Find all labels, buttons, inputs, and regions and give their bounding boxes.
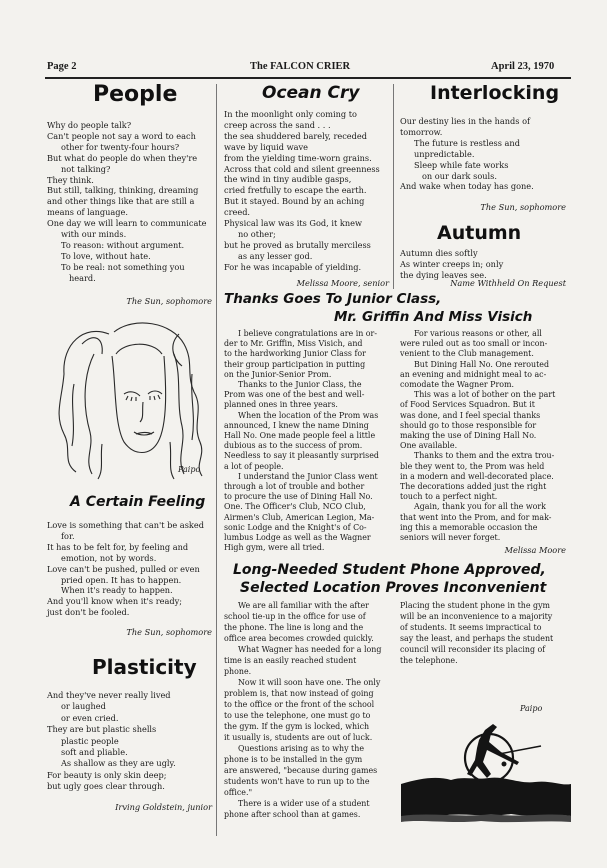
masthead-rule — [45, 77, 571, 79]
phone-headline-line2: Selected Location Proves Inconvenient — [240, 580, 547, 596]
certain-feeling-poem: Love is something that can't be asked for. It has to be felt for, by feeling and emotion, not by words. Love can't be pushed, pulled or even pried open. It has to happen. When it's ready to happen. And you'll know when it's ready; just don't be fooled. — [47, 520, 204, 618]
plasticity-title: Plasticity — [92, 655, 197, 679]
interlocking-title: Interlocking — [430, 82, 560, 104]
autumn-poem: Autumn dies softly As winter creeps in; only the dying leaves see. — [400, 248, 504, 280]
phone-column-2: Placing the student phone in the gym will be an inconvenience to a majority of students. It seems impractical to say the least, and perhaps the student council will reconsider its placing of the telephone. — [400, 601, 554, 665]
ocean-cry-signature: Melissa Moore, senior — [296, 278, 389, 288]
sketch-artist-signature: Paipo — [178, 465, 201, 474]
thanks-headline-line1: Thanks Goes To Junior Class, — [224, 291, 442, 307]
column-rule-left — [216, 84, 217, 836]
page-number: Page 2 — [47, 61, 77, 72]
people-title: People — [93, 82, 178, 107]
phone-column-1: We are all familiar with the after school tie-up in the office for use of the phone. The line is long and the office area becomes crowded quickly. What Wagner has needed for a long time is an easily reached student phone. Now it will soon have one. The only problem is, that now instead of going to the office or the front of the school to use the telephone, one must go to the gym. If the gym is locked, which it usually is, students are out of luck. Questions arising as to why the phone is to be installed in the gym are answered, "because during games students won't have to run up to the office." There is a wider use of a student phone after school than at games. — [224, 601, 382, 819]
ocean-cry-poem: In the moonlight only coming to creep across the sand . . . the sea shuddered barely, receded wave by liquid wave from the yielding time-worn grains. Across that cold and silent greenness the wind in tiny audible gasps, cried fretfully to escape the earth. But it stayed. Bound by an aching creed. Physical law was its God, it knew no other; but he proved as brutally merciless as any lesser god. For he was incapable of yielding. — [224, 109, 380, 272]
thanks-column-1: I believe congratulations are in or- der to Mr. Griffin, Miss Visich, and to the hardworking Junior Class for their group participation in putting on the Junior-Senior Prom. Thanks to the Junior Class, the Prom was one of the best and well- planned ones in three years. When the location of the Prom was announced, I knew the name Dining Hall No. One made people feel a little dubious as to the success of prom. Needless to say it pleasantly surprised a lot of people. I understand the Junior Class went through a lot of trouble and bother to procure the use of Dining Hall No. One. The Officer's Club, NCO Club, Airmen's Club, American Legion, Ma- sonic Lodge and the Knight's of Co- lumbus Lodge as well as the Wagner High gym, were all tried. — [224, 329, 379, 553]
thanks-headline-line2: Mr. Griffin And Miss Visich — [334, 309, 533, 325]
phone-headline-line1: Long-Needed Student Phone Approved, — [233, 562, 546, 578]
thanks-column-2: For various reasons or other, all were ruled out as too small or incon- venient to the Club management. But Dining Hall No. One rerouted an evening and midnight meal to ac- comodate the Wagner Prom. This was a lot of bother on the part of Food Services Squadron. But it was done, and I feel special thanks should go to those responsible for making the use of Dining Hall No. One available. Thanks to them and the extra trou- ble they went to, the Prom was held in a modern and well-decorated place. The decorations added just the right touch to a perfect night. Again, thank you for all the work that went into the Prom, and for mak- ing this a memorable occasion the seniors will never forget. — [400, 329, 556, 543]
interlocking-poem: Our destiny lies in the hands of tomorrow. The future is restless and unpredictable. Sleep while fate works on our dark souls. And wake when today has gone. — [400, 116, 534, 192]
autumn-title: Autumn — [437, 222, 522, 244]
column-rule-right — [393, 84, 394, 289]
art-artist-signature: Paipo — [520, 704, 543, 713]
autumn-signature: Name Withheld On Request — [450, 278, 566, 288]
newspaper-name: The FALCON CRIER — [250, 61, 351, 72]
issue-date: April 23, 1970 — [491, 61, 555, 72]
certain-feeling-signature: The Sun, sophomore — [126, 627, 212, 637]
people-poem: Why do people talk? Can't people not say a word to each other for twenty-four hours? But what do people do when they're not talking? They think. But still, talking, thinking, dreaming and other things like that are still a means of language. One day we will learn to communicate with our minds. To reason: without argument. To love, without hate. To be real: not something you heard. — [47, 120, 207, 283]
interlocking-signature: The Sun, sophomore — [480, 202, 566, 212]
certain-feeling-title: A Certain Feeling — [70, 494, 206, 510]
people-signature: The Sun, sophomore — [126, 296, 212, 306]
archer-silhouette-illustration — [401, 718, 571, 830]
ocean-cry-title: Ocean Cry — [262, 83, 360, 103]
thanks-signature: Melissa Moore — [504, 545, 566, 555]
plasticity-poem: And they've never really lived or laughed or even cried. They are but plastic shells plastic people soft and pliable. As shallow as they are ugly. For beauty is only skin deep; but ugly goes clear through. — [47, 690, 176, 792]
woman-sketch-illustration — [54, 314, 212, 482]
plasticity-signature: Irving Goldstein, junior — [115, 802, 212, 812]
